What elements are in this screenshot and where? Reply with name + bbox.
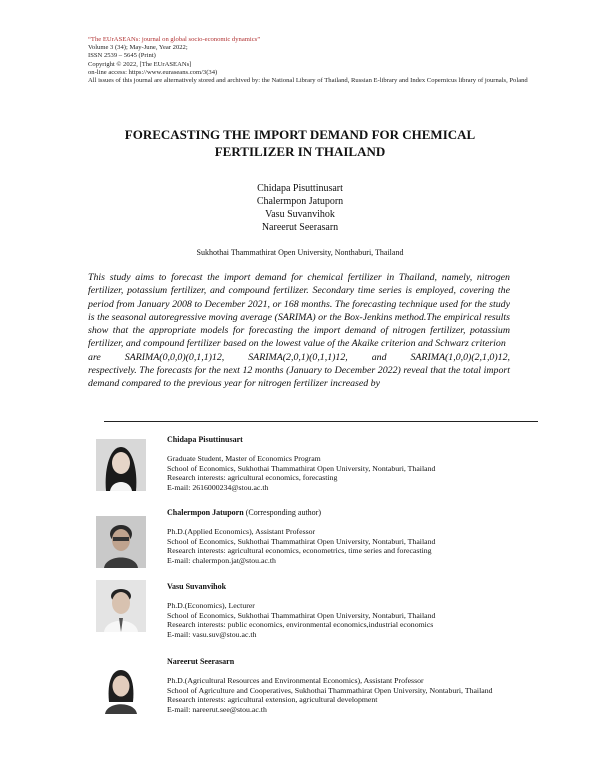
bio-name: Chalermpon Jatuporn (Corresponding author) bbox=[167, 508, 322, 517]
bio-text bbox=[167, 657, 535, 715]
bio-email[interactable]: E-mail: chalermpon.jat@stou.ac.th bbox=[167, 556, 276, 566]
author-list bbox=[150, 182, 450, 234]
abstract-text: This study aims to forecast the import demand for chemical fertilizer in Thailand, namely, nitrogen fertilizer, potassium fertilizer, and compound fertilizer. Secondary time series is employed, covering the period from January 2008 to December 2021, or 168 months. The forecasting technique used for the study is the seasonal autoregressive moving average (SARIMA) or the Box-Jenkins method.The empirical results show that the appropriate models for forecasting the import demand of nitrogen fertilizer, potassium fertilizer, and compound fertilizer based on the lowest value of the Akaike criterion and Schwarz criterion bbox=[88, 272, 510, 350]
author-name: Nareerut Seerasarn bbox=[261, 222, 339, 233]
abstract-model-word: SARIMA(2,0,1)(0,1,1)12, bbox=[248, 351, 348, 363]
bio-name: Chidapa Pisuttinusart bbox=[167, 435, 243, 444]
bio-interests: Research interests: agricultural extension, agricultural development bbox=[167, 695, 378, 705]
bio-text bbox=[167, 435, 535, 493]
online-access-line[interactable]: on-line access: https://www.euraseans.com/3(34) bbox=[88, 68, 218, 76]
abstract-model-word: and bbox=[371, 351, 387, 363]
affiliation: Sukhothai Thammathirat Open University, Nonthaburi, Thailand bbox=[196, 248, 404, 257]
abstract-model-word: are bbox=[88, 351, 101, 363]
bio-position: Graduate Student, Master of Economics Program bbox=[167, 453, 321, 463]
bio-email[interactable]: E-mail: 2616000234@stou.ac.th bbox=[167, 483, 269, 493]
author-name: Vasu Suvanvihok bbox=[265, 209, 335, 220]
bio-interests: Research interests: agricultural economics, forecasting bbox=[167, 473, 338, 483]
abstract bbox=[88, 271, 510, 391]
author-name: Chalermpon Jatuporn bbox=[256, 196, 344, 207]
journal-header bbox=[88, 36, 528, 85]
copyright-line: Copyright © 2022, [The EUrASEANs] bbox=[88, 60, 192, 68]
author-photo bbox=[96, 580, 146, 632]
journal-name: “The EUrASEANs: journal on global socio-economic dynamics” bbox=[88, 36, 261, 43]
abstract-models-line bbox=[88, 351, 510, 364]
archive-line: All issues of this journal are alternatively stored and archived by: the National Library of Thailand, Russian E-library and Index Copernicus library of journals, Poland bbox=[88, 77, 528, 85]
author-name: Chidapa Pisuttinusart bbox=[257, 183, 343, 194]
section-divider bbox=[104, 421, 538, 422]
volume-line: Volume 3 (34); May-June, Year 2022; bbox=[88, 44, 188, 52]
bio-position: Ph.D.(Agricultural Resources and Environmental Economics), Assistant Professor bbox=[167, 675, 424, 685]
paper-title bbox=[60, 126, 540, 160]
bio-school: School of Agriculture and Cooperatives, Sukhothai Thammathirat Open University, Nontaburi, Thailand bbox=[167, 685, 493, 695]
bio-interests: Research interests: agricultural economics, econometrics, time series and forecasting bbox=[167, 546, 432, 556]
author-photo bbox=[96, 662, 146, 714]
bio-email[interactable]: E-mail: nareerut.see@stou.ac.th bbox=[167, 705, 267, 715]
bio-school: School of Economics, Sukhothai Thammathirat Open University, Nontaburi, Thailand bbox=[167, 463, 436, 473]
abstract-model-word: SARIMA(1,0,0)(2,1,0)12, bbox=[410, 351, 510, 363]
bio-position: Ph.D.(Applied Economics), Assistant Professor bbox=[167, 526, 316, 536]
bio-interests: Research interests: public economics, environmental economics,industrial economics bbox=[167, 620, 434, 630]
bio-email[interactable]: E-mail: vasu.suv@stou.ac.th bbox=[167, 630, 257, 640]
abstract-text-end: respectively. The forecasts for the next 12 months (January to December 2022) reveal that the total import demand compared to the previous year for nitrogen fertilizer increased by bbox=[88, 365, 510, 390]
bio-text bbox=[167, 508, 535, 566]
bio-position: Ph.D.(Economics), Lecturer bbox=[167, 600, 255, 610]
abstract-model-word: SARIMA(0,0,0)(0,1,1)12, bbox=[124, 351, 225, 363]
issn-line: ISSN 2539 – 5645 (Print) bbox=[88, 52, 156, 60]
bio-name: Vasu Suvanvihok bbox=[167, 582, 227, 591]
author-photo bbox=[96, 516, 146, 568]
title-line-1: FORECASTING THE IMPORT DEMAND FOR CHEMICAL bbox=[124, 127, 476, 142]
bio-school: School of Economics, Sukhothai Thammathirat Open University, Nontaburi, Thailand bbox=[167, 610, 436, 620]
bio-school: School of Economics, Sukhothai Thammathirat Open University, Nontaburi, Thailand bbox=[167, 536, 436, 546]
title-line-2: FERTILIZER IN THAILAND bbox=[214, 144, 386, 159]
bio-text bbox=[167, 582, 535, 640]
bio-name: Nareerut Seerasarn bbox=[167, 657, 235, 666]
author-photo bbox=[96, 439, 146, 491]
